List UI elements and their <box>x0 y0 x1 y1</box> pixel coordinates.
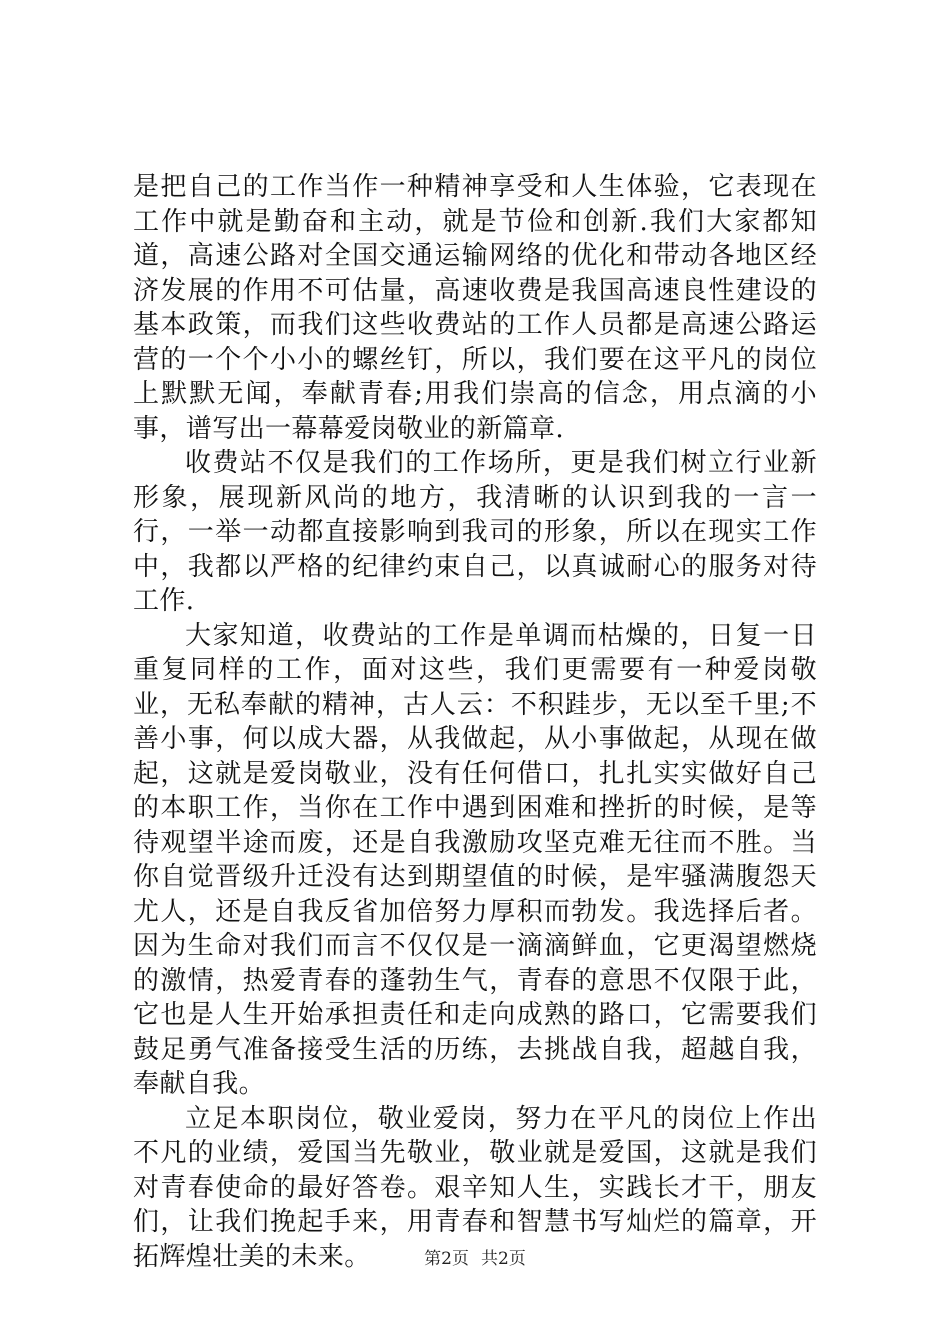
page-number-total: 共2页 <box>481 1249 526 1269</box>
page-number-current: 第2页 <box>424 1249 469 1269</box>
paragraph-4: 立足本职岗位，敬业爱岗，努力在平凡的岗位上作出不凡的业绩，爱国当先敬业，敬业就是爱国，这就是我们对青春使命的最好答卷。艰辛知人生，实践长才干，朋友们，让我们挽起手来，用青春和智慧书写灿烂的篇章，开拓辉煌壮美的未来。 <box>133 1103 817 1272</box>
paragraph-2: 收费站不仅是我们的工作场所，更是我们树立行业新形象，展现新风尚的地方，我清晰的认识到我的一言一行，一举一动都直接影响到我司的形象，所以在现实工作中，我都以严格的纪律约束自己，以真诚耐心的服务对待工作. <box>133 448 817 616</box>
page-footer <box>0 1248 950 1270</box>
document-body <box>133 170 817 1274</box>
paragraph-3: 大家知道，收费站的工作是单调而枯燥的，日复一日重复同样的工作，面对这些，我们更需要有一种爱岗敬业，无私奉献的精神，古人云：不积跬步，无以至千里;不善小事，何以成大器，从我做起，从小事做起，从现在做起，这就是爱岗敬业，没有任何借口，扎扎实实做好自己的本职工作，当你在工作中遇到困难和挫折的时候，是等待观望半途而废，还是自我激励攻坚克难无往而不胜。当你自觉晋级升迁没有达到期望值的时候，是牢骚满腹怨天尤人，还是自我反省加倍努力厚积而勃发。我选择后者。因为生命对我们而言不仅仅是一滴滴鲜血，它更渴望燃烧的激情，热爱青春的蓬勃生气，青春的意思不仅限于此，它也是人生开始承担责任和走向成熟的路口，它需要我们鼓足勇气准备接受生活的历练，去挑战自我，超越自我，奉献自我。 <box>133 620 817 1099</box>
paragraph-1: 是把自己的工作当作一种精神享受和人生体验，它表现在工作中就是勤奋和主动，就是节俭和创新.我们大家都知道，高速公路对全国交通运输网络的优化和带动各地区经济发展的作用不可估量，高速收费是我国高速良性建设的基本政策，而我们这些收费站的工作人员都是高速公路运营的一个个小小的螺丝钉，所以，我们要在这平凡的岗位上默默无闻，奉献青春;用我们崇高的信念，用点滴的小事，谱写出一幕幕爱岗敬业的新篇章. <box>133 172 817 444</box>
